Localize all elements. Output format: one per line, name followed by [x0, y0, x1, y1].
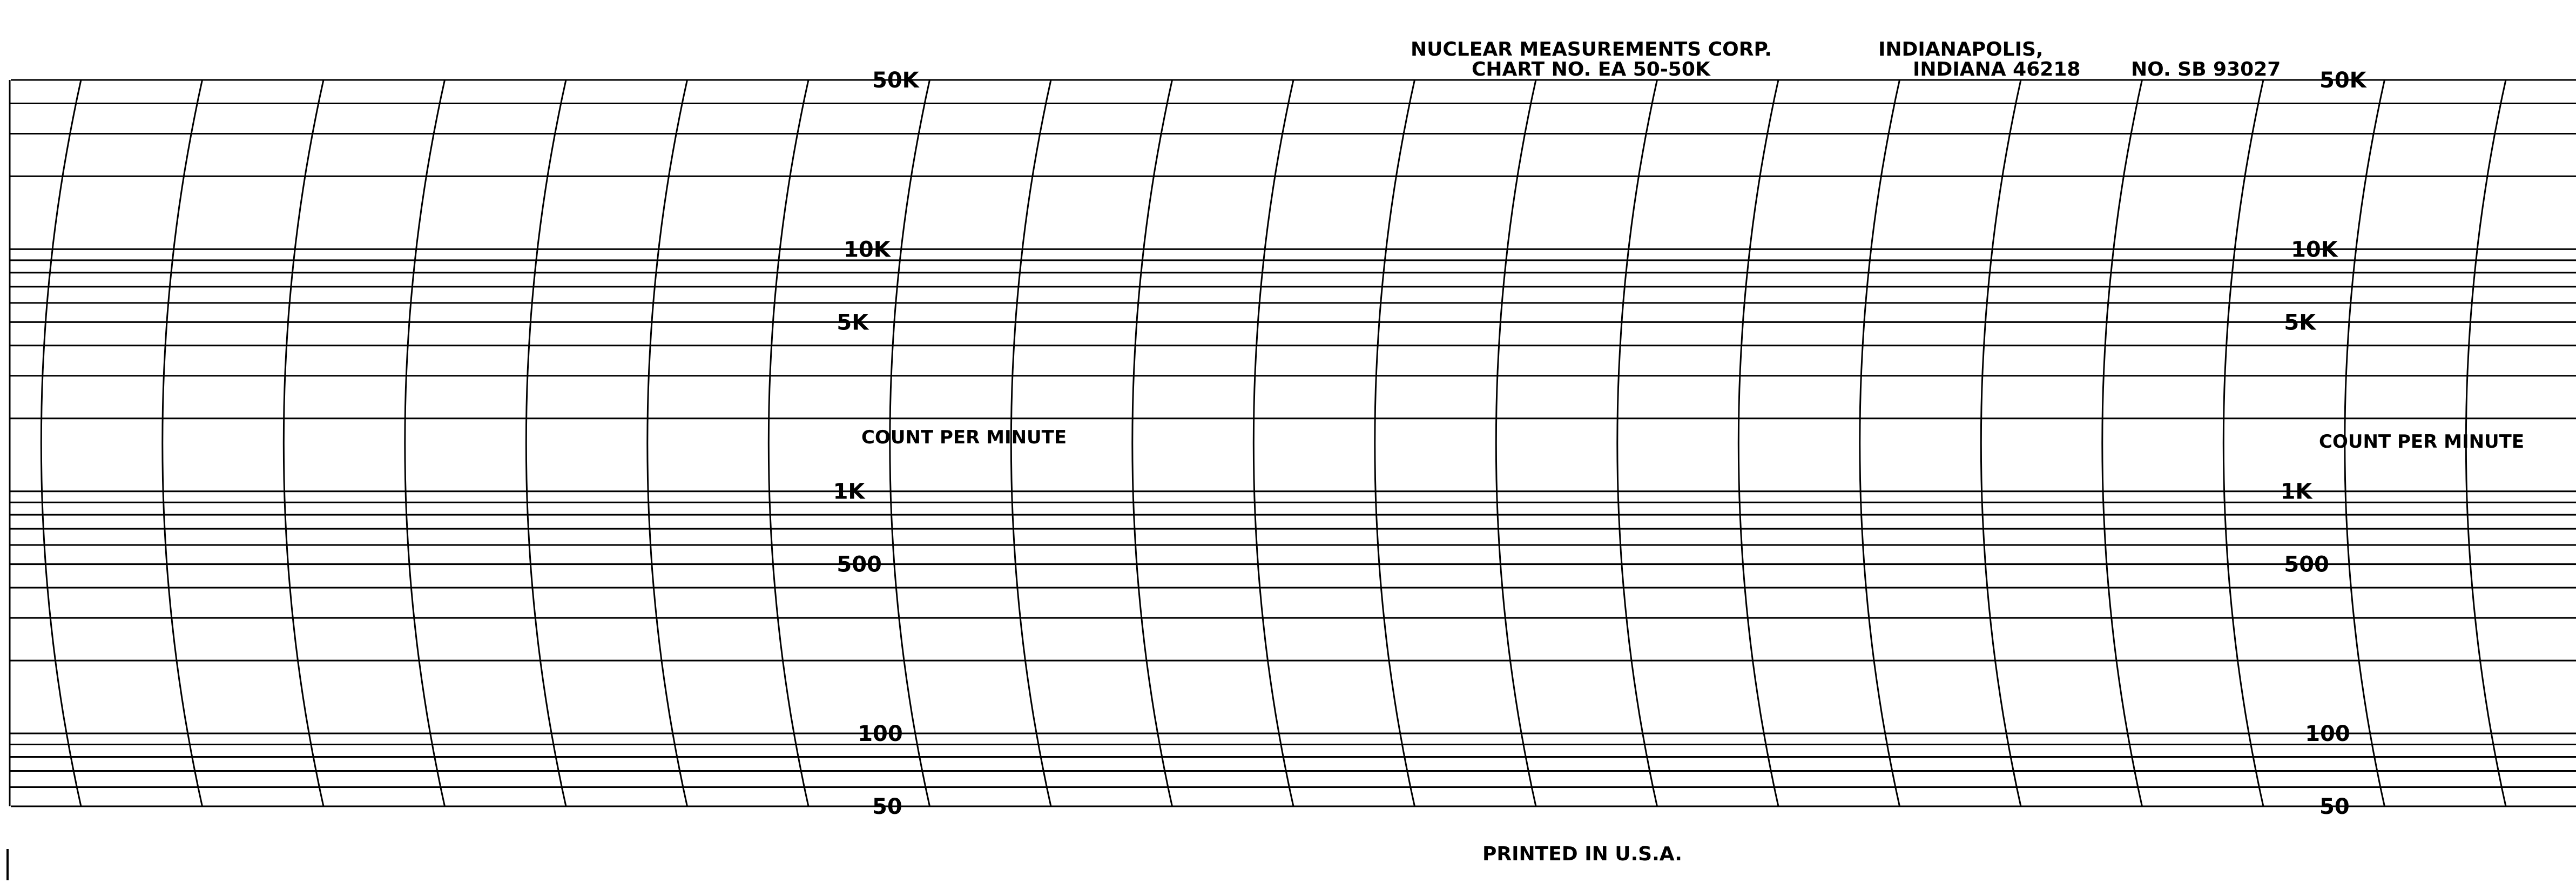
unit-label-left: COUNT PER MINUTE [861, 427, 1067, 448]
address-state: INDIANA 46218 [1913, 58, 2081, 80]
time-arc [1132, 80, 1172, 806]
gridlines [10, 80, 2576, 806]
time-arc [1860, 80, 1900, 806]
time-arc [1617, 80, 1657, 806]
address-city: INDIANAPOLIS, [1878, 38, 2044, 60]
y-tick-label-left: 5K [837, 310, 869, 335]
y-tick-label-left: 10K [844, 237, 891, 262]
y-tick-label-right: 10K [2291, 237, 2338, 262]
time-arc [1375, 80, 1415, 806]
y-tick-label-right: 100 [2305, 722, 2350, 746]
time-arc [163, 80, 203, 806]
time-arc [648, 80, 687, 806]
company-name: NUCLEAR MEASUREMENTS CORP. [1411, 38, 1772, 60]
time-arc [41, 80, 81, 806]
y-tick-label-left: 100 [858, 722, 903, 746]
y-tick-label-right: 50K [2319, 68, 2366, 93]
unit-label-right: COUNT PER MINUTE [2319, 431, 2525, 453]
time-arc [1981, 80, 2021, 806]
printed-in-usa: PRINTED IN U.S.A. [1482, 843, 1682, 865]
time-arc [2223, 80, 2263, 806]
time-arcs [10, 80, 2576, 806]
y-tick-label-left: 1K [833, 479, 865, 504]
time-arc [1253, 80, 1293, 806]
time-arc [284, 80, 323, 806]
time-arc [2102, 80, 2142, 806]
y-tick-label-left: 50 [872, 794, 902, 819]
y-tick-label-left: 50K [872, 68, 919, 93]
serial-number: NO. SB 93027 [2131, 58, 2281, 80]
y-tick-label-right: 1K [2280, 479, 2312, 504]
time-arc [768, 80, 808, 806]
time-arc [1738, 80, 1778, 806]
time-arc [405, 80, 445, 806]
y-tick-label-right: 5K [2284, 310, 2316, 335]
chart-number: CHART NO. EA 50-50K [1472, 58, 1710, 80]
y-tick-label-right: 500 [2284, 552, 2329, 577]
y-tick-label-left: 500 [837, 552, 882, 577]
time-arc [1496, 80, 1536, 806]
y-tick-label-right: 50 [2319, 794, 2350, 819]
time-arc [526, 80, 566, 806]
